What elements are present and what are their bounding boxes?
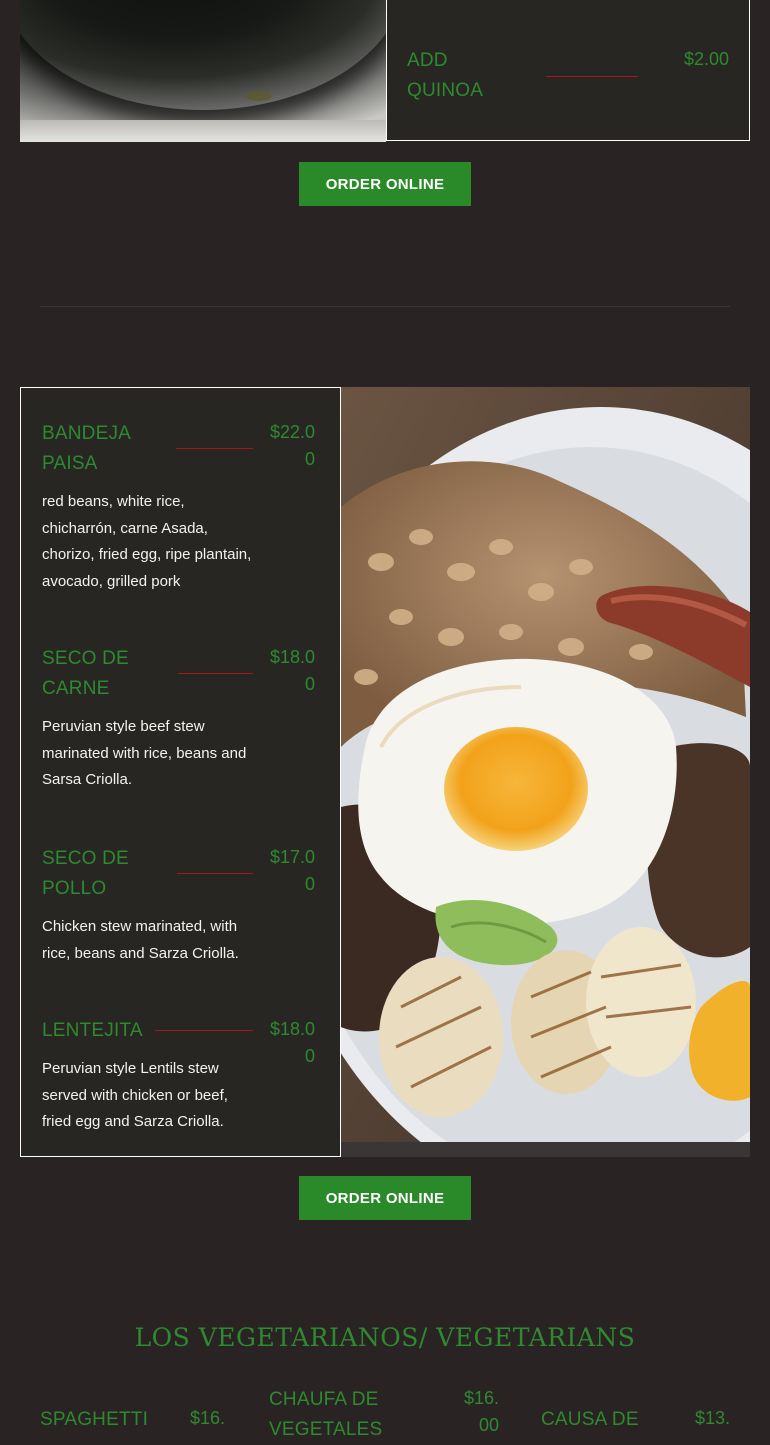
price-leader-line	[155, 1030, 253, 1031]
menu-item-price: $16.	[189, 1408, 225, 1428]
menu-item-name: SECO DE CARNE	[42, 648, 129, 699]
menu-item-name: LENTEJITA	[42, 1020, 143, 1041]
order-online-button[interactable]: ORDER ONLINE	[299, 1176, 471, 1220]
menu-item-price: $13.	[694, 1408, 730, 1428]
menu-item-name: BANDEJA PAISA	[42, 423, 130, 474]
bowl-photo	[20, 0, 386, 142]
price-leader-line	[546, 76, 638, 77]
menu-item-description: red beans, white rice, chicharrón, carne Asada, chorizo, fried egg, ripe plantain, avocado, grilled pork	[42, 493, 252, 590]
menu-item-price: $22.00	[269, 422, 315, 469]
menu-item-name: SECO DE POLLO	[42, 848, 129, 899]
menu-panel-top	[386, 0, 750, 141]
menu-item-price: $18.00	[269, 647, 315, 694]
menu-item-name: CHAUFA DE VEGETALES	[269, 1389, 383, 1440]
menu-item-price: $17.00	[269, 847, 315, 894]
menu-item-name: CAUSA DE	[541, 1409, 639, 1430]
menu-item-description: Chicken stew marinated, with rice, beans and Sarza Criolla.	[42, 918, 239, 962]
menu-item-description: Peruvian style beef stew marinated with rice, beans and Sarsa Criolla.	[42, 718, 247, 788]
menu-item-name: SPAGHETTI	[40, 1409, 149, 1430]
menu-panel	[20, 387, 341, 1157]
price-leader-line	[178, 673, 253, 674]
menu-item-price: $18.00	[269, 1019, 315, 1066]
section-divider	[40, 306, 730, 307]
menu-item-price: $16.00	[463, 1388, 499, 1435]
order-online-button[interactable]: ORDER ONLINE	[299, 162, 471, 206]
menu-item-name: ADD QUINOA	[407, 50, 484, 101]
price-leader-line	[177, 873, 253, 874]
price-leader-line	[176, 448, 253, 449]
bandeja-paisa-photo	[341, 387, 750, 1157]
menu-item-description: Peruvian style Lentils stew served with chicken or beef, fried egg and Sarza Criolla.	[42, 1060, 228, 1130]
menu-item-price: $2.00	[683, 49, 729, 69]
section-title: LOS VEGETARIANOS/ VEGETARIANS	[134, 1323, 636, 1352]
